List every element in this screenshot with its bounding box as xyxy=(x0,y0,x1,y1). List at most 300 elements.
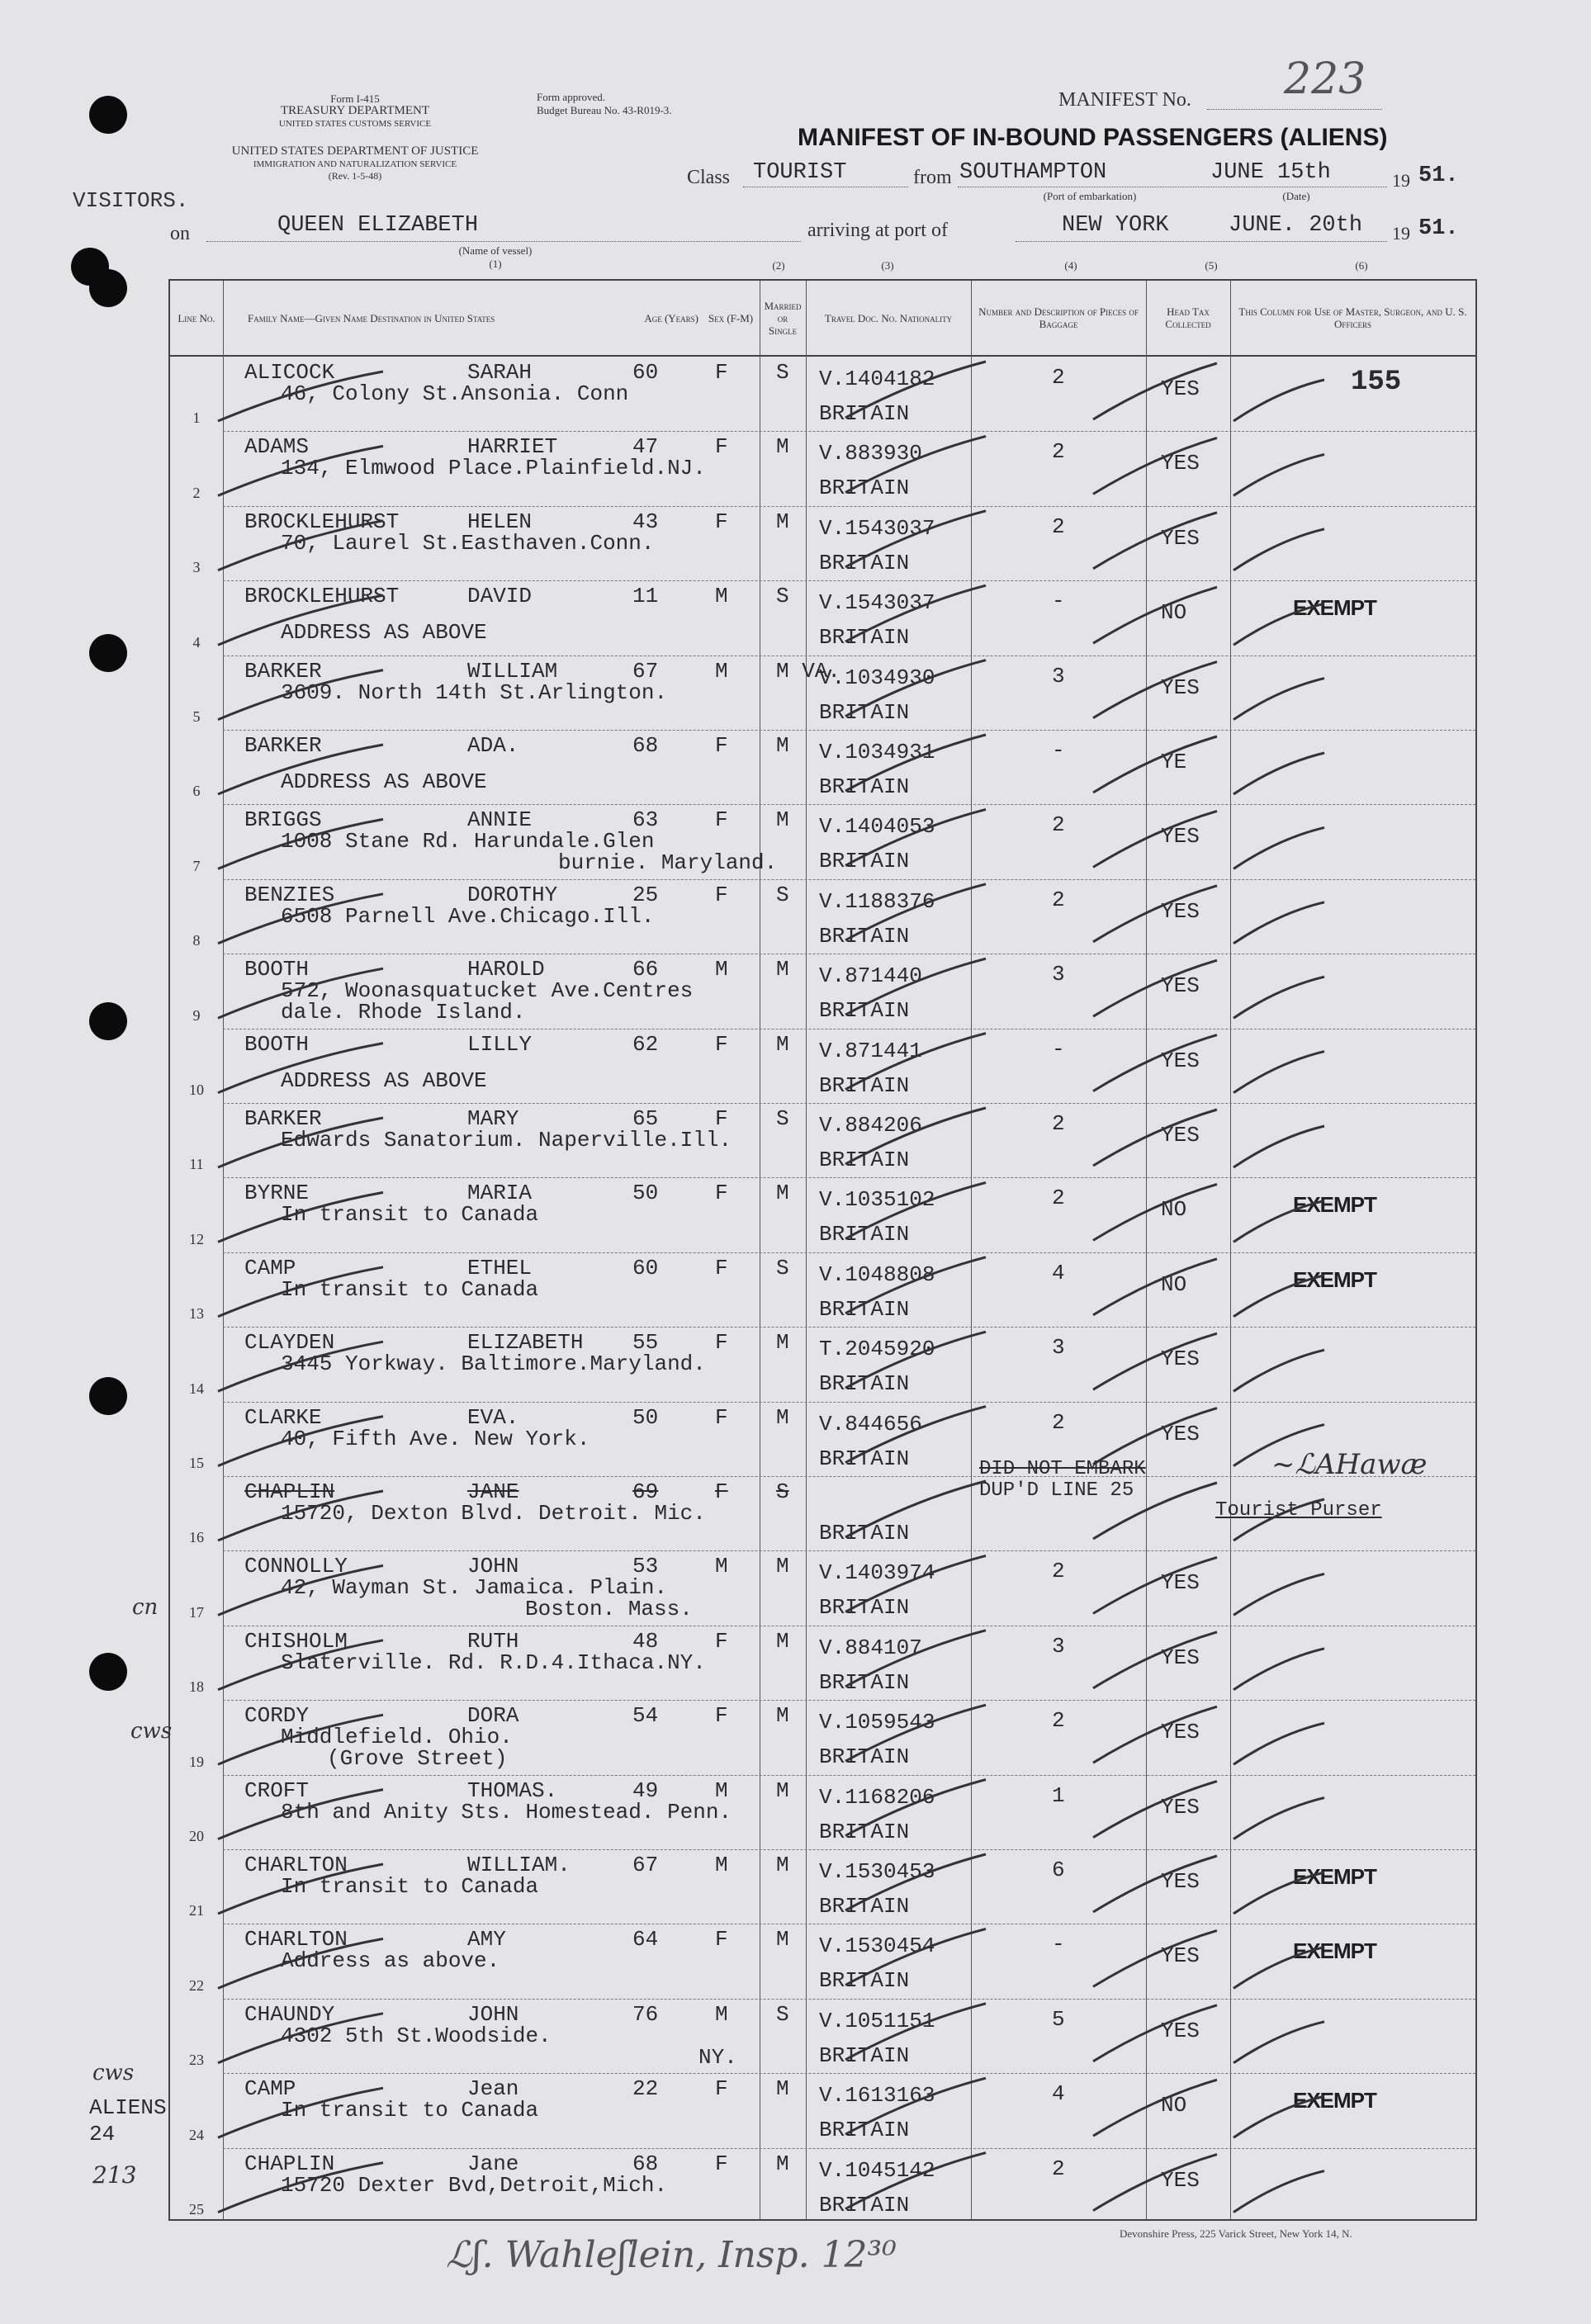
nationality: BRITAIN xyxy=(819,849,910,874)
family-name: CLAYDEN xyxy=(244,1330,335,1356)
family-name: CHAPLIN xyxy=(244,2151,335,2176)
date-caption: (Date) xyxy=(1282,190,1310,202)
travel-doc: V.1048808 xyxy=(819,1261,935,1287)
manifest-no-label: MANIFEST No. xyxy=(1058,89,1191,111)
head-tax: YES xyxy=(1161,1421,1200,1446)
marital-status: M xyxy=(776,1703,789,1729)
vessel-line xyxy=(206,241,801,242)
travel-doc: V.1034930 xyxy=(819,665,935,690)
baggage-count: 2 xyxy=(1052,365,1065,390)
baggage-count: 2 xyxy=(1052,1559,1065,1584)
punch-hole xyxy=(89,96,127,134)
travel-doc: V.884107 xyxy=(819,1635,922,1660)
nationality: BRITAIN xyxy=(819,401,910,426)
sex: F xyxy=(715,2151,728,2176)
aliens-label: ALIENS xyxy=(89,2095,167,2120)
row-number: 20 xyxy=(189,1827,204,1844)
nationality: BRITAIN xyxy=(819,1595,910,1621)
destination: 3445 Yorkway. Baltimore.Maryland. xyxy=(281,1351,706,1377)
nationality: BRITAIN xyxy=(819,1148,910,1172)
sex: F xyxy=(715,1031,728,1057)
table-row xyxy=(170,1924,1475,1998)
given-name: HELEN xyxy=(467,509,533,534)
table-row xyxy=(170,580,1475,655)
baggage-count: 3 xyxy=(1052,962,1065,987)
family-name: CHARLTON xyxy=(244,1853,348,1877)
class-label: Class xyxy=(687,167,731,188)
vessel-caption: (Name of vessel) xyxy=(458,244,533,257)
destination: 3609. North 14th St.Arlington. xyxy=(281,679,668,705)
head-tax: NO xyxy=(1161,1271,1187,1297)
table-row xyxy=(170,506,1475,580)
nationality: BRITAIN xyxy=(819,2118,910,2143)
col-header-line-no: Line No. xyxy=(170,281,223,357)
nationality: BRITAIN xyxy=(819,1521,910,1545)
family-name: CHARLTON xyxy=(244,1927,348,1952)
baggage-count: 1 xyxy=(1052,1782,1065,1808)
destination: 15720, Dexton Blvd. Detroit. Mic. xyxy=(281,1501,706,1526)
destination-cont: Boston. Mass. xyxy=(525,1597,693,1622)
head-tax: YES xyxy=(1161,376,1200,401)
marital-status: M xyxy=(776,1777,789,1803)
table-row xyxy=(170,357,1475,431)
destination: 40, Fifth Ave. New York. xyxy=(281,1426,590,1451)
table-row xyxy=(170,431,1475,505)
baggage-count: - xyxy=(1052,589,1065,614)
passenger-table xyxy=(168,279,1477,2221)
travel-doc: V.1530453 xyxy=(819,1859,935,1884)
family-name: ADAMS xyxy=(244,434,310,460)
baggage-count: 3 xyxy=(1052,1335,1065,1361)
form-number: Form I-415 xyxy=(330,92,380,105)
given-name: Jean xyxy=(467,2076,519,2102)
destination-cont: (Grove Street) xyxy=(327,1746,508,1772)
exempt-stamp: EXEMPT xyxy=(1293,1192,1376,1218)
marital-status: S xyxy=(776,1479,789,1504)
destination: 42, Wayman St. Jamaica. Plain. xyxy=(281,1575,668,1601)
destination: Middlefield. Ohio. xyxy=(281,1725,513,1750)
given-name: ELIZABETH xyxy=(467,1330,584,1356)
destination: 134, Elmwood Place.Plainfield.NJ. xyxy=(281,456,706,481)
given-name: DOROTHY xyxy=(467,882,558,907)
row-number: 8 xyxy=(192,932,201,949)
row-number: 25 xyxy=(189,2200,204,2218)
age: 60 xyxy=(632,1255,659,1280)
purser-signature: ~ℒAHawæ xyxy=(1271,1448,1428,1481)
row-number: 11 xyxy=(189,1156,204,1173)
nationality: BRITAIN xyxy=(819,998,910,1024)
marital-status: M xyxy=(776,1031,789,1057)
age: 67 xyxy=(632,1853,659,1877)
manifest-title: MANIFEST OF IN-BOUND PASSENGERS (ALIENS) xyxy=(798,124,1388,151)
row-number: 22 xyxy=(189,1976,204,1994)
sex: F xyxy=(715,1628,728,1654)
age: 63 xyxy=(632,807,659,833)
sex: F xyxy=(715,807,728,833)
family-name: ALICOCK xyxy=(244,360,335,385)
destination: In transit to Canada xyxy=(281,1276,539,1302)
family-name: CORDY xyxy=(244,1703,310,1729)
marital-status: S xyxy=(776,1106,789,1131)
sex: F xyxy=(715,434,728,460)
row-number: 2 xyxy=(192,484,201,501)
arrival-line xyxy=(1016,241,1387,242)
nationality: BRITAIN xyxy=(819,625,910,651)
given-name: DAVID xyxy=(467,584,533,609)
cws-note: cws xyxy=(92,2061,135,2085)
nationality: BRITAIN xyxy=(819,1669,910,1695)
family-name: CAMP xyxy=(244,1255,296,1280)
age: 25 xyxy=(632,882,659,907)
age: 53 xyxy=(632,1554,659,1579)
manifest-number: 223 xyxy=(1284,54,1366,104)
punch-hole xyxy=(89,1377,127,1415)
age: 11 xyxy=(632,584,659,609)
head-tax: NO xyxy=(1161,600,1187,626)
destination: 6508 Parnell Ave.Chicago.Ill. xyxy=(281,903,655,929)
dupd-line-note: DUP'D LINE 25 xyxy=(979,1479,1134,1502)
age: 69 xyxy=(632,1479,659,1504)
sex: F xyxy=(715,733,728,758)
baggage-count: 4 xyxy=(1052,2081,1065,2107)
printer-credit: Devonshire Press, 225 Varick Street, New York 14, N. xyxy=(1120,2227,1352,2240)
head-tax: YES xyxy=(1161,1347,1200,1372)
table-row xyxy=(170,804,1475,878)
marital-status: M xyxy=(776,1628,789,1654)
age: 62 xyxy=(632,1031,659,1057)
baggage-count: - xyxy=(1052,1036,1065,1062)
nationality: BRITAIN xyxy=(819,1371,910,1397)
marital-status: S xyxy=(776,2001,789,2027)
sex: M xyxy=(715,1777,728,1803)
travel-doc: V.1404053 xyxy=(819,814,935,840)
table-row xyxy=(170,879,1475,954)
head-tax: YES xyxy=(1161,973,1200,999)
row-number: 14 xyxy=(189,1380,204,1397)
baggage-count: 2 xyxy=(1052,812,1065,838)
travel-doc: V.871440 xyxy=(819,963,922,989)
family-name: BARKER xyxy=(244,733,322,758)
col-num-2: (2) xyxy=(772,259,785,272)
destination: 46, Colony St.Ansonia. Conn xyxy=(281,381,629,406)
marital-status: M xyxy=(776,733,789,758)
from-value: SOUTHAMPTON xyxy=(959,160,1107,185)
marital-status: M xyxy=(776,1330,789,1356)
marital-status: M VA. xyxy=(776,658,841,684)
col-num-5: (5) xyxy=(1205,259,1218,272)
inspector-signature: ℒʃ. Wahleʃlein, Insp. 12³⁰ xyxy=(446,2234,897,2276)
col-header-age: Age (Years) xyxy=(603,281,702,357)
given-name: AMY xyxy=(467,1927,506,1952)
family-name: BOOTH xyxy=(244,957,310,982)
marital-status: S xyxy=(776,1255,789,1280)
head-tax: YES xyxy=(1161,451,1200,476)
col-header-name: Family Name—Given Name Destination in United States xyxy=(223,281,603,357)
given-name: HAROLD xyxy=(467,957,545,982)
cn-note: cn xyxy=(132,1595,159,1620)
family-name: CONNOLLY xyxy=(244,1554,348,1579)
table-row xyxy=(170,1177,1475,1252)
nationality: BRITAIN xyxy=(819,1894,910,1919)
head-tax: YES xyxy=(1161,1794,1200,1820)
sex: M xyxy=(715,1554,728,1579)
travel-doc: V.1035102 xyxy=(819,1187,935,1213)
cws-note-2: cws xyxy=(130,1719,173,1744)
table-row xyxy=(170,1550,1475,1625)
destination: Address as above. xyxy=(281,1948,500,1974)
marital-status: S xyxy=(776,360,789,385)
nationality: BRITAIN xyxy=(819,1968,910,1994)
age: 49 xyxy=(632,1777,659,1803)
travel-doc: V.871441 xyxy=(819,1038,922,1063)
baggage-count: 3 xyxy=(1052,1633,1065,1659)
given-name: SARAH xyxy=(467,360,533,385)
did-not-embark-text: DID NOT EMBARK xyxy=(979,1458,1146,1480)
table-row xyxy=(170,1999,1475,2073)
punch-hole xyxy=(89,269,127,307)
row-number: 19 xyxy=(189,1753,204,1770)
age: 50 xyxy=(632,1404,659,1430)
col-header-married: Married or Single xyxy=(760,281,806,357)
given-name: MARIA xyxy=(467,1181,533,1206)
arrival-date: JUNE. 20th xyxy=(1229,213,1363,238)
family-name: BYRNE xyxy=(244,1181,310,1206)
table-row xyxy=(170,1700,1475,1774)
destination: In transit to Canada xyxy=(281,1202,539,1228)
age: 60 xyxy=(632,360,659,385)
col-num-3: (3) xyxy=(881,259,894,272)
given-name: DORA xyxy=(467,1703,519,1729)
col-header-travel: Travel Doc. No. Nationality xyxy=(806,281,971,357)
sex: F xyxy=(715,1703,728,1729)
family-name: BOOTH xyxy=(244,1031,310,1057)
officer-note: 155 xyxy=(1351,367,1402,398)
col-header-officers: This Column for Use of Master, Surgeon, and U. S. Officers xyxy=(1230,281,1475,357)
travel-doc: V.1034931 xyxy=(819,740,935,764)
travel-doc: V.1188376 xyxy=(819,888,935,914)
row-number: 12 xyxy=(189,1230,204,1247)
marital-status: M xyxy=(776,1404,789,1430)
marital-status: M xyxy=(776,807,789,833)
family-name: CHAPLIN xyxy=(244,1479,335,1504)
sex: F xyxy=(715,509,728,534)
budget-bureau: Budget Bureau No. 43-R019-3. xyxy=(537,104,672,116)
age: 68 xyxy=(632,733,659,758)
nationality: BRITAIN xyxy=(819,476,910,501)
given-name: EVA. xyxy=(467,1404,519,1430)
given-name: LILLY xyxy=(467,1031,533,1057)
family-name: BRIGGS xyxy=(244,807,322,833)
marital-status: M xyxy=(776,2151,789,2176)
table-row xyxy=(170,1252,1475,1327)
family-name: BARKER xyxy=(244,658,322,684)
destination: In transit to Canada xyxy=(281,2098,539,2123)
row-number: 15 xyxy=(189,1454,204,1471)
departure-date: JUNE 15th xyxy=(1210,160,1331,185)
sex: F xyxy=(715,2076,728,2102)
head-tax: YES xyxy=(1161,1720,1200,1745)
table-row xyxy=(170,1327,1475,1401)
table-row xyxy=(170,1849,1475,1924)
given-name: JOHN xyxy=(467,1554,519,1579)
head-tax: YES xyxy=(1161,1123,1200,1148)
family-name: CHAUNDY xyxy=(244,2001,335,2027)
marital-status: M xyxy=(776,1181,789,1206)
travel-doc: V.1168206 xyxy=(819,1784,935,1810)
nationality: BRITAIN xyxy=(819,1072,910,1098)
given-name: HARRIET xyxy=(467,434,558,460)
travel-doc: V.1404182 xyxy=(819,367,935,391)
destination-cont: burnie. Maryland. xyxy=(558,850,778,876)
destination: 4302 5th St.Woodside. xyxy=(281,2023,552,2048)
head-tax: YES xyxy=(1161,2167,1200,2193)
travel-doc: V.1613163 xyxy=(819,2083,935,2109)
nationality: BRITAIN xyxy=(819,774,910,799)
baggage-count: 2 xyxy=(1052,2156,1065,2181)
given-name: WILLIAM. xyxy=(467,1853,571,1877)
destination-cont: NY. xyxy=(698,2044,737,2070)
col-num-6: (6) xyxy=(1355,259,1368,272)
col-num-4: (4) xyxy=(1064,259,1077,272)
family-name: CHISHOLM xyxy=(244,1628,348,1654)
given-name: ANNIE xyxy=(467,807,533,833)
nationality: BRITAIN xyxy=(819,1222,910,1247)
family-name: BROCKLEHURST xyxy=(244,509,400,534)
age: 55 xyxy=(632,1330,659,1356)
year-prefix: 19 xyxy=(1392,170,1410,191)
row-number: 18 xyxy=(189,1678,204,1696)
travel-doc: T.2045920 xyxy=(819,1337,935,1362)
sex: M xyxy=(715,658,728,684)
age: 67 xyxy=(632,658,659,684)
arriving-label: arriving at port of xyxy=(807,220,948,241)
given-name: THOMAS. xyxy=(467,1777,558,1803)
exempt-stamp: EXEMPT xyxy=(1293,2088,1376,2113)
head-tax: YES xyxy=(1161,824,1200,850)
age: 50 xyxy=(632,1181,659,1206)
row-number: 3 xyxy=(192,559,201,576)
marital-status: M xyxy=(776,1853,789,1877)
age: 54 xyxy=(632,1703,659,1729)
vessel-col-num: (1) xyxy=(489,258,502,270)
family-name: BENZIES xyxy=(244,882,335,907)
head-tax: YES xyxy=(1161,2018,1200,2043)
travel-doc: V.1530454 xyxy=(819,1934,935,1959)
baggage-count: 4 xyxy=(1052,1260,1065,1285)
head-tax: NO xyxy=(1161,1197,1187,1223)
nationality: BRITAIN xyxy=(819,1744,910,1770)
destination: 70, Laurel St.Easthaven.Conn. xyxy=(281,530,655,556)
table-row xyxy=(170,2073,1475,2147)
destination-cont: dale. Rhode Island. xyxy=(281,1000,526,1025)
nationality: BRITAIN xyxy=(819,923,910,949)
justice-department: UNITED STATES DEPARTMENT OF JUSTICE xyxy=(231,144,479,158)
age: 43 xyxy=(632,509,659,534)
baggage-count: - xyxy=(1052,738,1065,763)
head-tax: YES xyxy=(1161,674,1200,700)
sex: F xyxy=(715,1255,728,1280)
table-row xyxy=(170,954,1475,1028)
marital-status: M xyxy=(776,434,789,460)
sex: F xyxy=(715,1927,728,1952)
sex: F xyxy=(715,1479,728,1504)
row-number: 13 xyxy=(189,1305,204,1323)
sex: F xyxy=(715,360,728,385)
arrival-year-prefix: 19 xyxy=(1392,223,1410,244)
port-embark-caption: (Port of embarkation) xyxy=(1043,190,1137,202)
nationality: BRITAIN xyxy=(819,1446,910,1471)
table-row xyxy=(170,1626,1475,1700)
row-number: 16 xyxy=(189,1529,204,1546)
col-header-baggage: Number and Description of Pieces of Baggage xyxy=(971,281,1146,357)
row-number: 10 xyxy=(189,1081,204,1098)
given-name: RUTH xyxy=(467,1628,519,1654)
row-number: 9 xyxy=(192,1006,201,1024)
sex: F xyxy=(715,1106,728,1131)
destination: 8th and Anity Sts. Homestead. Penn. xyxy=(281,1799,732,1825)
baggage-count: 2 xyxy=(1052,439,1065,465)
visitors-label: VISITORS. xyxy=(73,188,189,213)
travel-doc: V.1045142 xyxy=(819,2157,935,2183)
destination: 572, Woonasquatucket Ave.Centres xyxy=(281,978,694,1004)
baggage-count: 3 xyxy=(1052,663,1065,689)
baggage-count: 2 xyxy=(1052,1409,1065,1435)
travel-doc: V.1059543 xyxy=(819,1710,935,1735)
age: 68 xyxy=(632,2151,659,2176)
row-number: 24 xyxy=(189,2126,204,2143)
manifest-no-line xyxy=(1207,109,1382,110)
purser-note: Tourist Purser xyxy=(1215,1499,1382,1522)
head-tax: YES xyxy=(1161,525,1200,551)
destination: ADDRESS AS ABOVE xyxy=(281,769,487,794)
sex: M xyxy=(715,957,728,982)
row-number: 6 xyxy=(192,783,201,800)
given-name: WILLIAM xyxy=(467,658,558,684)
given-name: ETHEL xyxy=(467,1255,533,1280)
sex: F xyxy=(715,1181,728,1206)
given-name: ADA. xyxy=(467,733,519,758)
baggage-count: 2 xyxy=(1052,887,1065,912)
sex: F xyxy=(715,882,728,907)
marital-status: M xyxy=(776,2076,789,2102)
row-number: 7 xyxy=(192,857,201,874)
side-number: 213 xyxy=(92,2161,137,2189)
treasury-department: TREASURY DEPARTMENT xyxy=(280,104,430,117)
head-tax: YE xyxy=(1161,750,1187,774)
exempt-stamp: EXEMPT xyxy=(1293,1266,1376,1292)
head-tax: YES xyxy=(1161,1869,1200,1894)
age: 47 xyxy=(632,434,659,460)
baggage-count: - xyxy=(1052,1932,1065,1957)
class-value: TOURIST xyxy=(753,160,847,185)
nationality: BRITAIN xyxy=(819,1296,910,1322)
nationality: BRITAIN xyxy=(819,1819,910,1844)
head-tax: YES xyxy=(1161,1645,1200,1670)
col-header-sex: Sex (F-M) xyxy=(702,281,760,357)
sex: F xyxy=(715,1404,728,1430)
col-header-headtax: Head Tax Collected xyxy=(1146,281,1230,357)
destination: Slaterville. Rd. R.D.4.Ithaca.NY. xyxy=(281,1650,706,1675)
marital-status: S xyxy=(776,882,789,907)
nationality: BRITAIN xyxy=(819,2192,910,2218)
nationality: BRITAIN xyxy=(819,699,910,725)
destination: 15720 Dexter Bvd,Detroit,Mich. xyxy=(281,2172,668,2198)
travel-doc: V.884206 xyxy=(819,1113,922,1138)
baggage-count: 2 xyxy=(1052,1111,1065,1136)
nationality: BRITAIN xyxy=(819,2042,910,2068)
table-row xyxy=(170,1029,1475,1103)
row-number: 23 xyxy=(189,2052,204,2069)
